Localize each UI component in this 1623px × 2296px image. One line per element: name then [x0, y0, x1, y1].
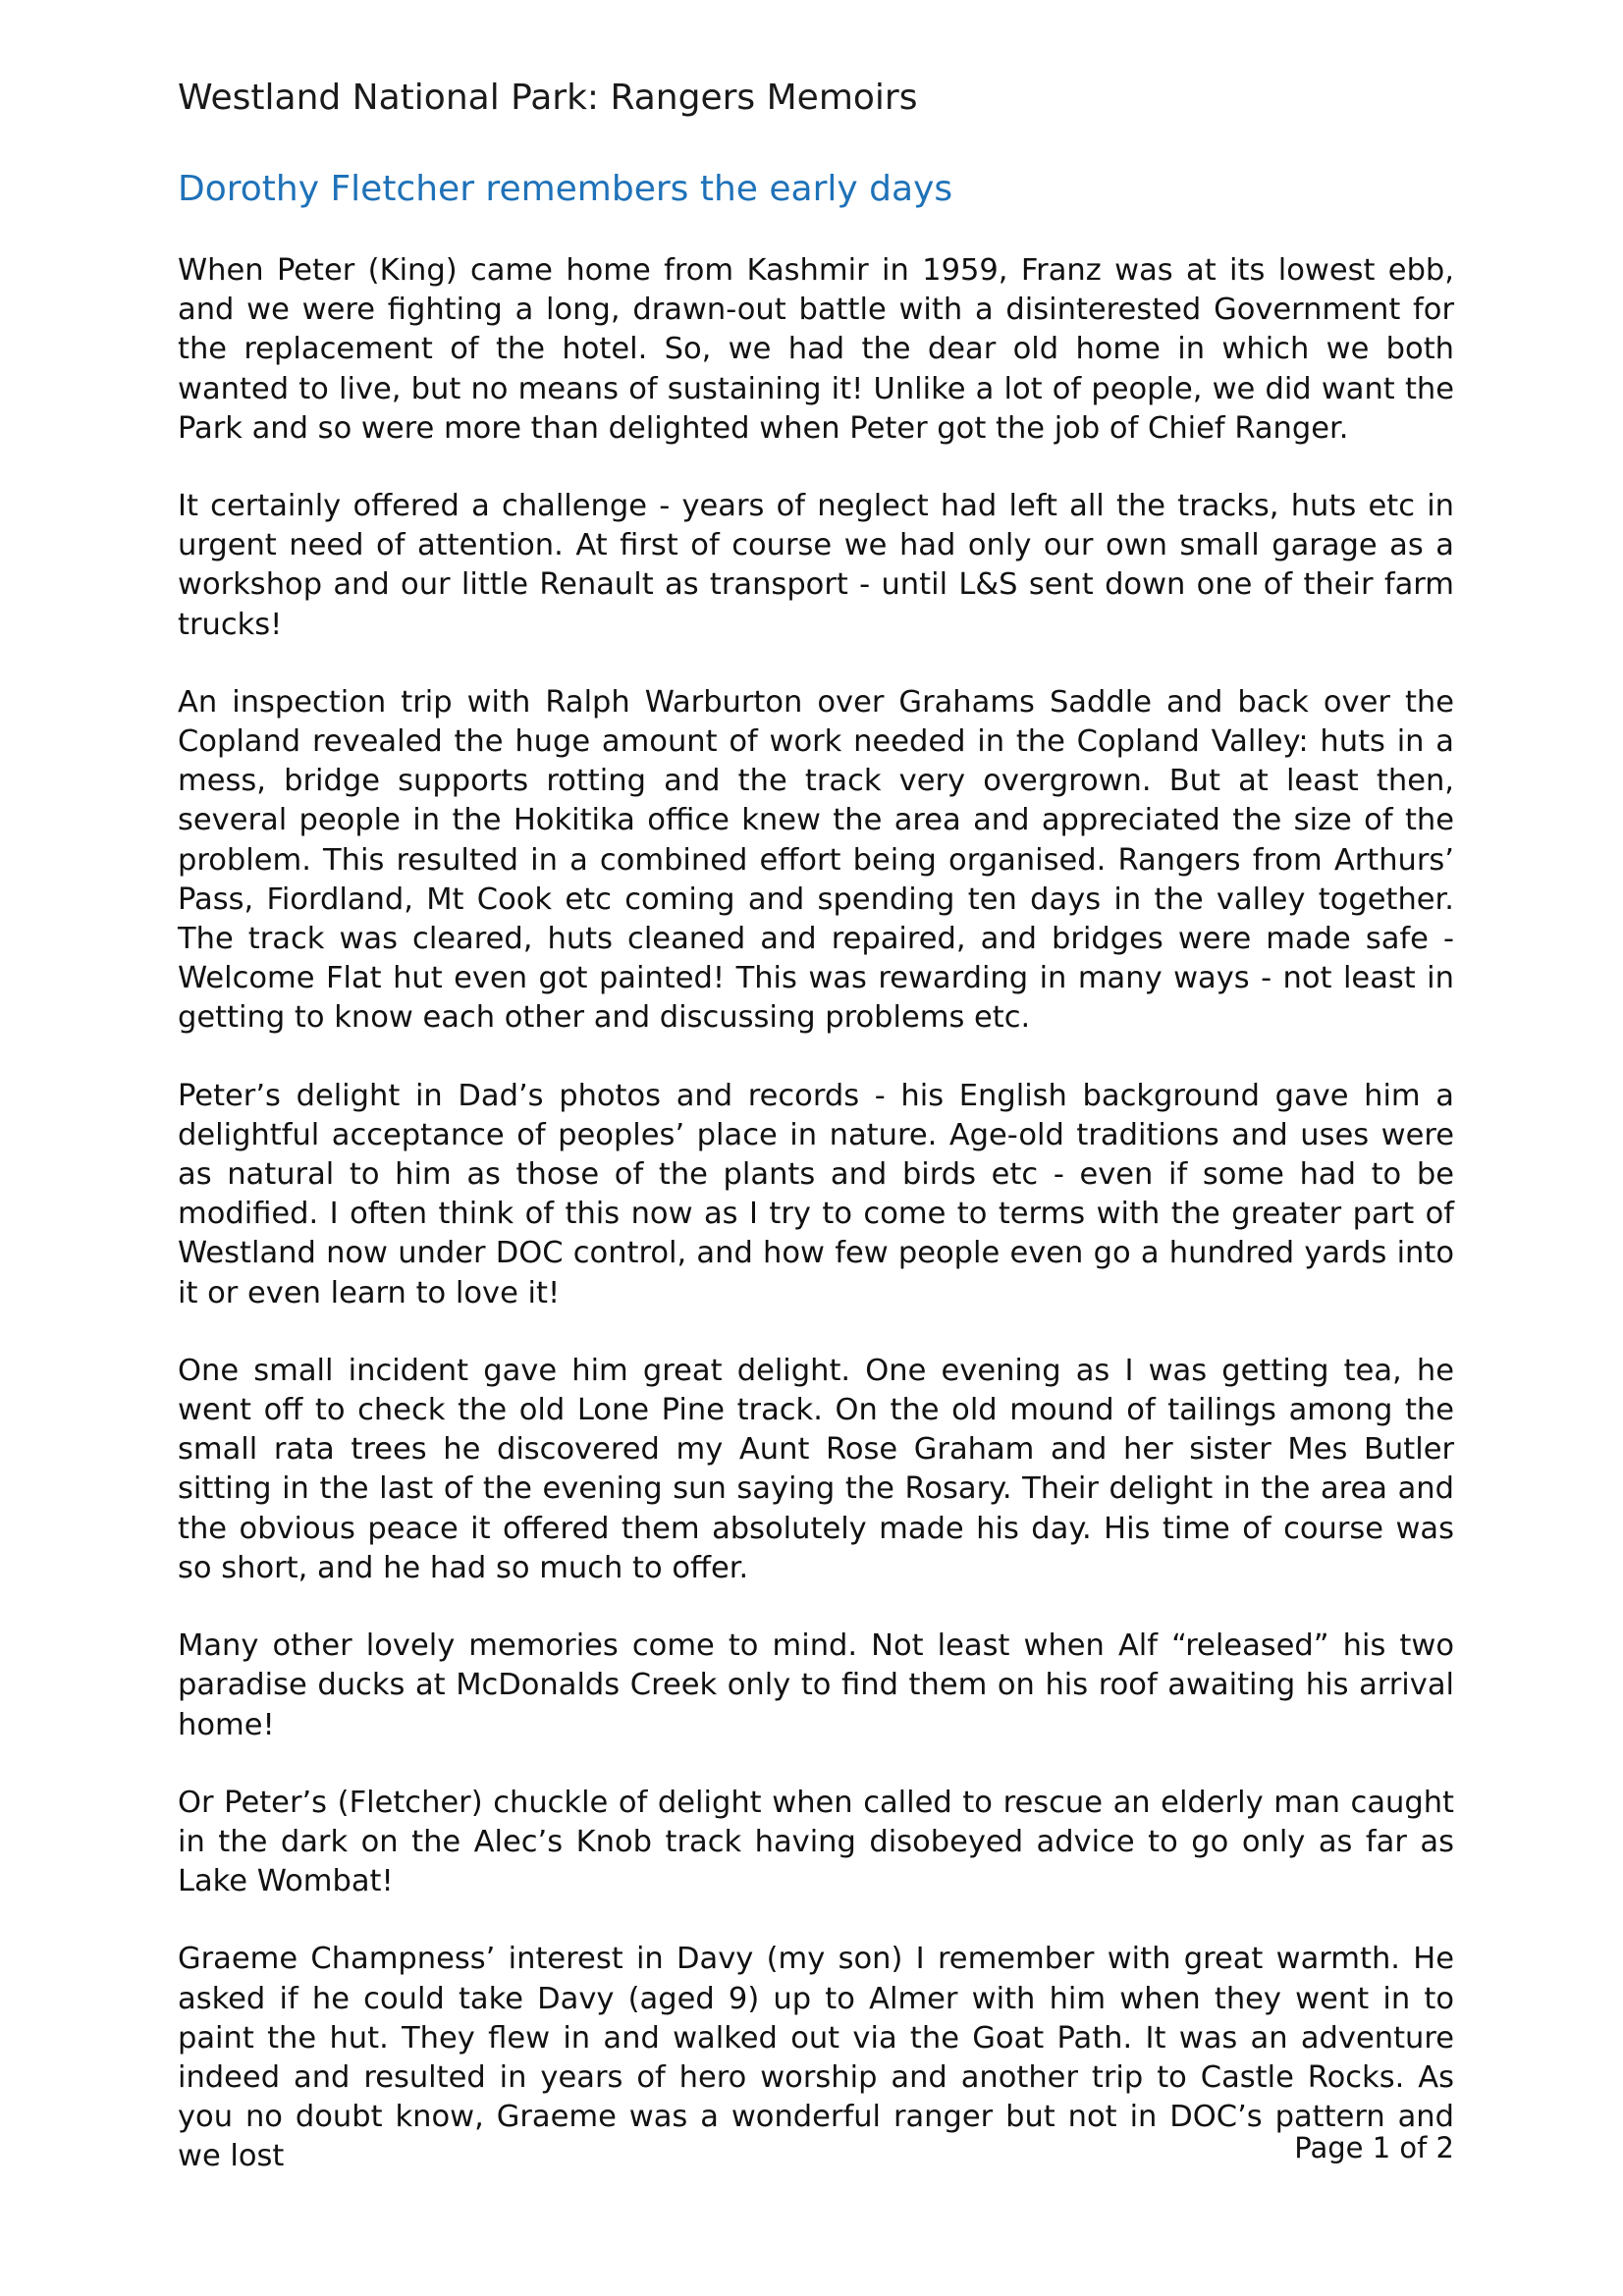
page-number: Page 1 of 2 — [1294, 2131, 1454, 2164]
paragraph-8: Graeme Champness’ interest in Davy (my son) I remember with great warmth. He asked if he could take Davy (aged 9) up to Almer with him when they went in to paint the hut. They flew in and walked out via the Goat Path. It was an adventure indeed and resulted in years of hero worship and another trip to Castle Rocks. As you no doubt know, Graeme was a wonderful ranger but not in DOC’s pattern and we lost — [178, 1942, 1454, 2174]
paragraph-5: One small incident gave him great delight. One evening as I was getting tea, he went off to check the old Lone Pine track. On the old mound of tailings among the small rata trees he discovered my Aunt Rose Graham and her sister Mes Butler sitting in the last of the evening sun saying the Rosary. Their delight in the area and the obvious peace it offered them absolutely made his day. His time of course was so short, and he had so much to offer. — [178, 1353, 1454, 1585]
document-body — [178, 251, 1454, 2216]
document-subtitle: Dorothy Fletcher remembers the early days — [178, 169, 953, 209]
paragraph-1: When Peter (King) came home from Kashmir in 1959, Franz was at its lowest ebb, and we were fighting a long, drawn-out battle with a disinterested Government for the replacement of the hotel. So, we had the dear old home in which we both wanted to live, but no means of sustaining it! Unlike a lot of people, we did want the Park and so were more than delighted when Peter got the job of Chief Ranger. — [178, 253, 1454, 446]
paragraph-4: Peter’s delight in Dad’s photos and records - his English background gave him a delightful acceptance of peoples’ place in nature. Age-old traditions and uses were as natural to him as those of the plants and birds etc - even if some had to be modified. I often think of this now as I try to come to terms with the greater part of Westland now under DOC control, and how few people even go a hundred yards into it or even learn to love it! — [178, 1078, 1454, 1310]
document-title: Westland National Park: Rangers Memoirs — [178, 78, 918, 118]
paragraph-2: It certainly offered a challenge - years of neglect had left all the tracks, huts etc in urgent need of attention. At first of course we had only our own small garage as a workshop and our little Renault as transport - until L&S sent down one of their farm trucks! — [178, 489, 1454, 642]
paragraph-6: Many other lovely memories come to mind. Not least when Alf “released” his two paradise ducks at McDonalds Creek only to find them on his roof awaiting his arrival home! — [178, 1629, 1454, 1742]
paragraph-7: Or Peter’s (Fletcher) chuckle of delight when called to rescue an elderly man caught in the dark on the Alec’s Knob track having disobeyed advice to go only as far as Lake Wombat! — [178, 1785, 1454, 1899]
paragraph-3: An inspection trip with Ralph Warburton over Grahams Saddle and back over the Copland revealed the huge amount of work needed in the Copland Valley: huts in a mess, bridge supports rotting and the track very overgrown. But at least then, several people in the Hokitika office knew the area and appreciated the size of the problem. This resulted in a combined effort being organised. Rangers from Arthurs’ Pass, Fiordland, Mt Cook etc coming and spending ten days in the valley together. The track was cleared, huts cleaned and repaired, and bridges were made safe - Welcome Flat hut even got painted! This was rewarding in many ways - not least in getting to know each other and discussing problems etc. — [178, 684, 1454, 1036]
